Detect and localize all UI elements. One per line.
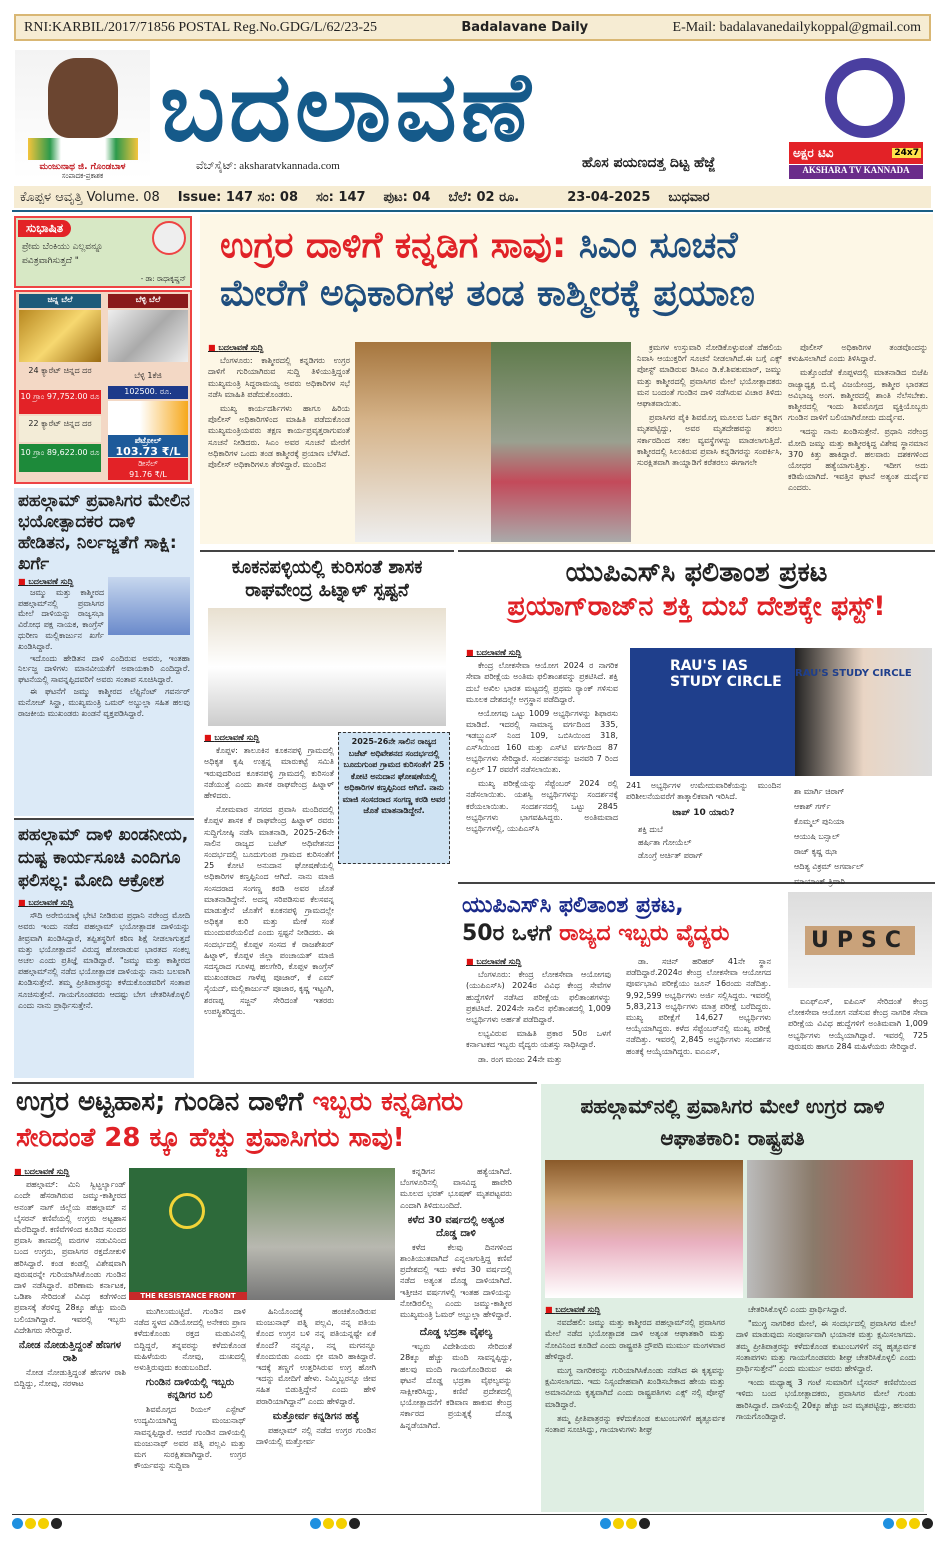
logo-english: AKSHARA TV KANNADA [789,165,923,179]
gold24-value: 10 ಗ್ರಾಂ 97,752.00 ರೂ [19,390,101,414]
diesel-price: ಡೀಸೆಲ್ 91.76 ₹/L [108,458,188,480]
lead-col-1: ■ ಬದಲಾವಣೆ ಸುದ್ದಿ ಬೆಂಗಳೂರು: ಕಾಶ್ಮೀರದಲ್ಲಿ ಕನ್ನಡಿಗರು ಉಗ್ರರ ದಾಳಿಗೆ ಗುರಿಯಾಗಿರುವ ಸುದ್ದಿ ತಿಳಿಯುತ್ತಿದ್ದಂತೆ ಮುಖ್ಯಮಂತ್ರಿ ಸಿದ್ದರಾಮಯ್ಯ ಅವರು ಅಧಿಕಾರಿಗಳ ಸಭೆ ನಡೆಸಿ ಮಾಹಿತಿ ಪಡೆದುಕೊಂಡರು. ಮುಖ್ಯ ಕಾರ್ಯದರ್ಶಿಗಳು ಹಾಗೂ ಹಿರಿಯ ಪೊಲೀಸ್ ಅಧಿಕಾರಿಗಳಿಂದ ಮಾಹಿತಿ ಪಡೆದುಕೊಂಡ ಮುಖ್ಯಮಂತ್ರಿಯವರು ತಕ್ಷಣ ಕಾರ್ಯಪ್ರವೃತ್ತರಾಗುವಂತೆ ಸೂಚನೆ ನೀಡಿದರು. ಸಿಎಂ ಅವರ ಸೂಚನೆ ಮೇರೆಗೆ ಅಧಿಕಾರಿಗಳ ಒಂದು ತಂಡ ಕಾಶ್ಮೀರಕ್ಕೆ ಪ್ರಯಾಣ ಬೆಳೆಸಿದೆ. ಪೊಲೀಸ್ ಅಧಿಕಾರಿಗಳೂ ತೆರಳಿದ್ದಾರೆ. ಮುಂದಿನ [208,342,350,540]
registration-dots [600,1518,650,1529]
top-info-bar [14,14,931,41]
price: ಬೆಲೆ: 02 ರೂ. [448,189,520,205]
chief-minister-photo [355,342,491,542]
issue: Issue: 147 ಸಂ: 08 [177,189,299,205]
kuri-headline: ಕೂಕನಪಳ್ಳಿಯಲ್ಲಿ ಕುರಿಸಂತೆ ಶಾಸಕ ರಾಘವೇಂದ್ರ ಹಿಟ್ನಾಳ್ ಸ್ಪಷ್ಟನೆ [231,557,423,601]
date: 23-04-2025 [567,189,651,205]
edition: ಕೊಪ್ಪಳ ಆವೃತ್ತಿ Volume. 08 [20,189,160,205]
resistance-front-logo: THE RESISTANCE FRONT [129,1168,247,1300]
modi-article [14,818,194,1078]
divider [12,210,933,212]
paper-name-english: Badalavane Daily [461,20,589,35]
attack-headline: ಉಗ್ರರ ಅಟ್ಟಹಾಸ; ಗುಂಡಿನ ದಾಳಿಗೆ ಇಬ್ಬರು ಕನ್ನಡಿಗರು ಸೇರಿದಂತೆ 28 ಕ್ಕೂ ಹೆಚ್ಚು ಪ್ರವಾಸಿಗರು ಸಾವು! [16,1087,464,1153]
kuri-sante-article [200,550,454,1080]
kharge-photo [108,577,190,635]
silver-value: 102500. ರೂ. [108,386,188,399]
silver-label: ಬೆಳ್ಳಿ 1ಕೆಜಿ [134,371,162,380]
upsc2-headline-1: ಯುಪಿಎಸ್‌ಸಿ ಫಲಿತಾಂಶ ಪ್ರಕಟ, [462,893,684,918]
top10-list-a: ಶಕ್ತಿ ದುಬೆ ಹರ್ಷಿತಾ ಗೋಯೆಲ್ ಡೊಂಗ್ರೆ ಅರ್ಚಿತ್ ಪರಾಗ್ [638,824,703,860]
subhashita-title: ಸುಭಾಷಿತ [18,220,71,237]
logo-circle-icon [825,58,905,138]
email: E-Mail: badalavanedailykoppal@gmail.com [672,19,921,35]
footer-rule [12,1514,927,1515]
editor-role: ಸಂಪಾದಕ-ಪ್ರಕಾಶಕ [61,172,104,180]
gold22-value: 10 ಗ್ರಾಂ 89,622.00 ರೂ [19,444,101,472]
price-box [14,290,192,484]
radhakrishnan-portrait [152,221,186,255]
press-meet-photo [208,608,446,726]
silver-price-title: ಬೆಳ್ಳಿ ಬೆಲೆ [108,294,188,308]
subhashita-author: - ಡಾ: ರಾಧಾಕೃಷ್ಣನ್ [140,275,186,283]
target-icon [169,1193,205,1229]
editor-name: ಮಂಜುನಾಥ ಜಿ. ಗೊಂಡಬಾಳ [39,162,126,172]
lead-story [200,214,933,544]
lead-headline: ಉಗ್ರರ ದಾಳಿಗೆ ಕನ್ನಡಿಗ ಸಾವು: ಸಿಎಂ ಸೂಚನೆ ಮೇರೆಗೆ ಅಧಿಕಾರಿಗಳ ತಂಡ ಕಾಶ್ಮೀರಕ್ಕೆ ಪ್ರಯಾಣ [220,225,755,314]
sam: ಸಂ: 147 [316,189,366,205]
shakti-dubey-photo-2: RAU'S STUDY CIRCLE [795,648,932,776]
kuri-highlight-box: 2025-26ನೇ ಸಾಲಿನ ರಾಜ್ಯದ ಬಜೆಟ್ ಅಧಿವೇಶನದ ಸಂದರ್ಭದಲ್ಲಿ ಬೂದುಗುಂಪ ಗ್ರಾಮದ ಕುರಿಸಂತೆಗೆ 25 ಕೋಟಿ ಅನುದಾನ ಘೋಷಣೆಯಲ್ಲಿ ಅಧಿಕಾರಿಗಳ ಕಣ್ತಪ್ಪಿನಿಂದ ಆಗಿದೆ. ನಾನು ಮಾಜಿ ಸಂಸದರಾದ ಸಂಗಣ್ಣ ಕರಡಿ ಅವರ ಜೊತೆ ಮಾತನಾಡಿದ್ದೇನೆ. [338,732,450,864]
gold22-label: 22 ಕ್ಯಾರೆಟ್ ಚಿನ್ನದ ದರ [19,416,101,442]
attack-col-3: ಹಿನಿಯೊಂದಕ್ಕೆ ಹಂಚಿಕೊಂಡಿರುವ ಮಂಜುನಾಥ್ ಪತ್ನಿ ಪಲ್ಲವಿ, ನನ್ನ ಪತಿಯ ಕೊಂದ ಉಗ್ರನ ಬಳಿ ನನ್ನ ಪತಿಯನ್ನಷ್ಟೇ ಏಕೆ ಕೊಂದೆ? ನನ್ನನ್ನೂ, ನನ್ನ ಮಗನನ್ನೂ ಕೊಂದುಬಿಡು ಎಂದು ಛೀ ಮಾರಿ ಹಾಕಿದ್ದಾರೆ. ಇದಕ್ಕೆ ತಣ್ಣಗೆ ಉತ್ತರಿಸಿರುವ ಉಗ್ರ ಹೋಗಿ ಇದನ್ನು ಮೋದಿಗೆ ಹೇಳು. ನಿಮ್ಮಿಬ್ಬರನ್ನೂ ಜೀವ ಸಹಿತ ಬಿಡುತ್ತಿದ್ದೇನೆ ಎಂದು ಹೇಳಿ ಪರಾರಿಯಾಗಿದ್ದಾನೆ" ಎಂದು ಹೇಳಿದ್ದಾರೆ. ಮತ್ತೋರ್ವ ಕನ್ನಡಿಗನ ಹತ್ಯೆ ಪಹಲ್ಗಾಮ್ ನಲ್ಲಿ ನಡೆದ ಉಗ್ರರ ಗುಂಡಿನ ದಾಳಿಯಲ್ಲಿ ಮತ್ತೋರ್ವ [256,1307,376,1447]
registration-dots [310,1518,360,1529]
kuri-body: ■ ಬದಲಾವಣೆ ಸುದ್ದಿ ಕೊಪ್ಪಳ: ತಾಲೂಕಿನ ಕೂಕನಪಳ್ಳಿ ಗ್ರಾಮದಲ್ಲಿ ಅಧಿಕೃತ ಕೃಷಿ ಉತ್ಪನ್ನ ಮಾರುಕಟ್ಟೆ ಸಮಿತಿ ಇರುವುದರಿಂದ ಕೂಕನಪಳ್ಳಿ ಗ್ರಾಮದಲ್ಲಿ ಕುರಿಸಂತೆ ನಡೆಯುತ್ತೆ ಎಂದು ಶಾಸಕ ರಾಘವೇಂದ್ರ ಹಿಟ್ನಾಳ್ ಹೇಳಿದರು. ಸೋಮವಾರ ನಗರದ ಪ್ರವಾಸಿ ಮಂದಿರದಲ್ಲಿ ಕೊಪ್ಪಳ ಶಾಸಕ ಕೆ ರಾಘವೇಂದ್ರ ಹಿಟ್ನಾಳ್ ರವರು ಸುದ್ದಿಗೋಷ್ಠಿ ನಡೆಸಿ ಮಾತನಾಡಿ, 2025-26ನೇ ಸಾಲಿನ ರಾಜ್ಯದ ಬಜೆಟ್ ಅಧಿವೇಶನದ ಸಂದರ್ಭದಲ್ಲಿ ಬೂದುಗುಂಪ ಗ್ರಾಮದ ಕುರಿಸಂತೆಗೆ 25 ಕೋಟಿ ಅನುದಾನ ಘೋಷಣೆಯಲ್ಲಿ ಅಧಿಕಾರಿಗಳ ಕಣ್ತಪ್ಪಿನಿಂದ ಆಗಿದೆ. ನಾನು ಮಾಜಿ ಸಂಸದರಾದ ಸಂಗಣ್ಣ ಕರಡಿ ಅವರ ಜೊತೆ ಮಾತನಾಡಿದ್ದೇನೆ. ಅದನ್ನ ಸರಿಪಡಿಸುವ ಕೆಲಸವನ್ನ ಮಾಡುತ್ತೇನೆ ಜೊತೆಗೆ ಕೂಕನಪಳ್ಳಿ ಗ್ರಾಮದಲ್ಲೇ ಅಧಿಕೃತ ಕುರಿ ಮತ್ತು ಮೇಕೆ ಸಂತೆ ಮುಂದುವರೆಯಲಿದೆ ಎಂದು ಸ್ಪಷ್ಟನೆ ನೀಡಿದರು. ಈ ಸಂದರ್ಭದಲ್ಲಿ ಕೊಪ್ಪಳ ಸಂಸದ ಕೆ ರಾಜಶೇಖರ್ ಹಿಟ್ನಾಳ್, ಕೊಪ್ಪಳ ಜಿಲ್ಲಾ ಪಂಚಾಯತ್ ಮಾಜಿ ಸದಸ್ಯರಾದ ಗೂಳಪ್ಪ ಹಲಗೇರಿ, ಕೊಪ್ಪಳ ಕಾಂಗ್ರೆಸ್ ಮುಖಂಡರಾದ ಗಾಳೆಪ್ಪ ಪೂಜಾರ್, ಕೆ ಎಮ್ ಸೈಯದ್, ಮಲ್ಲಿಕಾರ್ಜುನ್ ಪೂಜಾರ, ಕೃಷ್ಣ ಇಟ್ಟಂಗಿ, ಶರಣಪ್ಪ ಸಜ್ಜನ್ ಸೇರಿದಂತೆ ಇತರರು ಉಪಸ್ಥಿತರಿದ್ದರು. [204,732,334,1062]
logo-badge: 24x7 [894,148,919,158]
modi-body: ■ ಬದಲಾವಣೆ ಸುದ್ದಿ ಸೌದಿ ಅರೇಬಿಯಾಕ್ಕೆ ಭೇಟಿ ನೀಡಿರುವ ಪ್ರಧಾನಿ ನರೇಂದ್ರ ಮೋದಿ ಅವರು ಇಂದು ನಡೆದ ಪಹಲ್ಗಾಮ್ ಭಯೋತ್ಪಾದಕ ದಾಳಿಯನ್ನು ತೀವ್ರವಾಗಿ ಖಂಡಿಸಿದ್ದಾರೆ, ತಪ್ಪಿತಸ್ಥರಿಗೆ ಕಠಿಣ ಶಿಕ್ಷೆ ನೀಡಲಾಗುತ್ತದೆ ಮತ್ತು ಭಯೋತ್ಪಾದನೆ ವಿರುದ್ಧ ಹೋರಾಡುವ ಭಾರತದ ಸಂಕಲ್ಪ ಅಚಲ ಎಂದು ಪ್ರತಿಜ್ಞೆ ಮಾಡಿದ್ದಾರೆ. "ಜಮ್ಮು ಮತ್ತು ಕಾಶ್ಮೀರದ ಪಹಲ್ಗಾಮ್‌ನಲ್ಲಿ ನಡೆದ ಭಯೋತ್ಪಾದಕ ದಾಳಿಯನ್ನು ನಾನು ಬಲವಾಗಿ ಖಂಡಿಸುತ್ತೇನೆ. ತಮ್ಮ ಪ್ರೀತಿಪಾತ್ರರನ್ನು ಕಳೆದುಕೊಂಡವರಿಗೆ ಸಂತಾಪ ಸೂಚಿಸುತ್ತೇನೆ. ಗಾಯಗೊಂಡವರು ಆದಷ್ಟು ಬೇಗ ಚೇತರಿಸಿಕೊಳ್ಳಲಿ ಎಂದು ನಾನು ಪ್ರಾರ್ಥಿಸುತ್ತೇನೆ. [18,897,190,1053]
issue-info-bar [14,186,931,208]
editor-face [48,58,118,138]
gold-price-title: ಚಿನ್ನ ಬೆಲೆ [19,294,101,308]
registration-number: RNI:KARBIL/2017/71856 POSTAL Reg.No.GDG/L/62/23-25 [24,19,378,35]
registration-dots [883,1518,933,1529]
silver-bars-image [108,310,188,362]
pages: ಪುಟ: 04 [383,189,431,205]
kharge-body: ■ ಬದಲಾವಣೆ ಸುದ್ದಿ ಜಮ್ಮು ಮತ್ತು ಕಾಶ್ಮೀರದ ಪಹಲ್ಗಾಮ್‌ನಲ್ಲಿ ಪ್ರವಾಸಿಗರ ಮೇಲೆ ದಾಳಿಯನ್ನು ರಾಜ್ಯಸಭಾ ವಿರೋಧ ಪಕ್ಷ ನಾಯಕ, ಕಾಂಗ್ರೆಸ್ ಧುರೀಣ ಮಲ್ಲಿಕಾರ್ಜುನ ಖರ್ಗೆ ಖಂಡಿಸಿದ್ದಾರೆ. ಇದೊಂದು ಹೇಡಿತನ ದಾಳಿ ಎಂದಿರುವ ಅವರು, ಇಂತಹಾ ನಿರ್ಲಜ್ಜ ದಾಳಿಗಳು ಮಾನವೀಯತೆಗೆ ಅಪಾಯಕಾರಿ ಎಂದಿದ್ದಾರೆ. ಘಟನೆಯಲ್ಲಿ ಸಾವನ್ನಪ್ಪಿದವರಿಗೆ ಅವರು ಸಂತಾಪ ಸೂಚಿಸಿದ್ದಾರೆ. ಈ ಘಟನೆಗೆ ಜಮ್ಮು ಕಾಶ್ಮೀರದ ಲೆಫ್ಟಿನೆಂಟ್ ಗವರ್ನರ್ ಮನೋಜ್ ಸಿನ್ಹಾ, ಮುಖ್ಯಮಂತ್ರಿ ಒಮರ್ ಅಬ್ದುಲ್ಲಾ ಸಹಿತ ಹಲವು ರಾಜಕೀಯ ಮುಖಂಡರು ಖಂಡನೆ ವ್ಯಕ್ತಪಡಿಸಿದ್ದಾರೆ. [18,577,190,719]
upsc2-col-1: ■ ಬದಲಾವಣೆ ಸುದ್ದಿ ಬೆಂಗಳೂರು: ಕೇಂದ್ರ ಲೋಕಸೇವಾ ಆಯೋಗವು (ಯುಪಿಎಸ್‌ಸಿ) 2024ರ ವಿವಿಧ ಕೇಂದ್ರ ಸೇವೆಗಳ ಹುದ್ದೆಗಳಿಗೆ ನಡೆಸಿದ ಪರೀಕ್ಷೆಯ ಫಲಿತಾಂಶಗಳನ್ನು ಪ್ರಕಟಿಸಿದೆ. 2024ನೇ ಸಾಲಿನ ಫಲಿತಾಂಶದಲ್ಲಿ 1,009 ಅಭ್ಯರ್ಥಿಗಳು ಅರ್ಹತೆ ಪಡೆದಿದ್ದಾರೆ. ಲಭ್ಯವಿರುವ ಮಾಹಿತಿ ಪ್ರಕಾರ 50ರ ಒಳಗೆ ಕರ್ನಾಟಕದ ಇಬ್ಬರು ವೈದ್ಯರು ಯಶಸ್ಸು ಸಾಧಿಸಿದ್ದಾರೆ. ಡಾ. ರಂಗ ಮಂಜು 24ನೇ ಮತ್ತು [466,956,611,1076]
shakti-dubey-photo-1: RAU'S IAS STUDY CIRCLE [630,648,795,776]
president-article [541,1084,924,1512]
day: ಬುಧವಾರ [668,189,710,205]
gold-bars-image [19,310,101,362]
gold24-label: 24 ಕ್ಯಾರೆಟ್ ಚಿನ್ನದ ದರ [28,366,92,375]
kharge-article [14,488,194,816]
editor-shawl [28,138,138,160]
akshara-tv-logo [785,52,927,180]
upsc2-col-2: ಡಾ. ಸಚಿನ್ ಹರಿಹರ್ 41ನೇ ಸ್ಥಾನ ಪಡೆದಿದ್ದಾರೆ.2024ರ ಕೇಂದ್ರ ಲೋಕಸೇವಾ ಆಯೋಗದ ಪೂರ್ವಭಾವಿ ಪರೀಕ್ಷೆಯು ಜೂನ್ 16ರಂದು ನಡೆದಿತ್ತು. 9,92,599 ಅಭ್ಯರ್ಥಿಗಳು ಅರ್ಜಿ ಸಲ್ಲಿಸಿದ್ದರು. ಇವರಲ್ಲಿ 5,83,213 ಅಭ್ಯರ್ಥಿಗಳು ಮಾತ್ರ ಪರೀಕ್ಷೆ ಬರೆದಿದ್ದರು. ಮುಖ್ಯ ಪರೀಕ್ಷೆಗೆ 14,627 ಅಭ್ಯರ್ಥಿಗಳು ಆಯ್ಕೆಯಾಗಿದ್ದರು. ಕಳೆದ ಸೆಪ್ಟೆಂಬರ್‌ನಲ್ಲಿ ಮುಖ್ಯ ಪರೀಕ್ಷೆ ನಡೆದಿತ್ತು. ಇವರಲ್ಲಿ 2,845 ಅಭ್ಯರ್ಥಿಗಳು ಸಂದರ್ಶನ ಹಂತಕ್ಕೆ ಆಯ್ಕೆಯಾಗಿದ್ದರು. ಐಎಎಸ್, [626,957,771,1056]
upsc-topper-article [458,550,935,884]
upsc2-headline-2: 50ರ ಒಳಗೆ ರಾಜ್ಯದ ಇಬ್ಬರು ವೈದ್ಯರು [462,921,730,946]
army-checkpoint-photo [247,1168,395,1300]
upsc-karnataka-article [458,888,935,1080]
tagline: ಹೊಸ ಪಯಣದತ್ತ ದಿಟ್ಟ ಹೆಜ್ಜೆ [582,155,716,171]
president-murmu-photo [545,1160,743,1298]
president-headline: ಪಹಲ್ಗಾಮ್‌ನಲ್ಲಿ ಪ್ರವಾಸಿಗರ ಮೇಲೆ ಉಗ್ರರ ದಾಳಿ ಆಘಾತಕಾರಿ: ರಾಷ್ಟ್ರಪತಿ [580,1094,885,1150]
victims-photo [747,1160,913,1298]
upsc-body: ■ ಬದಲಾವಣೆ ಸುದ್ದಿ ಕೇಂದ್ರ ಲೋಕಸೇವಾ ಆಯೋಗ 2024 ರ ನಾಗರಿಕ ಸೇವಾ ಪರೀಕ್ಷೆಯ ಅಂತಿಮ ಫಲಿತಾಂಶವನ್ನು ಪ್ರಕಟಿಸಿದೆ. ಶಕ್ತಿ ದುಬೆ ಅಖಿಲ ಭಾರತ ಮಟ್ಟದಲ್ಲಿ ಪ್ರಥಮ ರ‍್ಯಾಂಕ್ ಗಳಿಸುವ ಮೂಲಕ ದೇಶದಲ್ಲೇ ಅಗ್ರಸ್ಥಾನ ಪಡೆದಿದ್ದಾರೆ. ಆಯೋಗವು ಒಟ್ಟು 1009 ಅಭ್ಯರ್ಥಿಗಳನ್ನು ಶಿಫಾರಸು ಮಾಡಿದೆ. ಇದರಲ್ಲಿ ಸಾಮಾನ್ಯ ವರ್ಗದಿಂದ 335, ಇಡಬ್ಲ್ಯುಎಸ್ ನಿಂದ 109, ಒಬಿಸಿಯಿಂದ 318, ಎಸ್‌ಸಿಯಿಂದ 160 ಮತ್ತು ಎಸ್‌ಟಿ ವರ್ಗದಿಂದ 87 ಅಭ್ಯರ್ಥಿಗಳು ಸೇರಿದ್ದಾರೆ. ಸಂದರ್ಶನವನ್ನು ಜನವರಿ 7 ರಿಂದ ಏಪ್ರಿಲ್ 17 ರವರೆಗೆ ನಡೆಸಲಾಯಿತು. ಮುಖ್ಯ ಪರೀಕ್ಷೆಯನ್ನು ಸೆಪ್ಟೆಂಬರ್ 2024 ರಲ್ಲಿ ನಡೆಸಲಾಯಿತು. ಯಶಸ್ವಿ ಅಭ್ಯರ್ಥಿಗಳನ್ನು ಸಂದರ್ಶನಕ್ಕೆ ಕರೆಯಲಾಯಿತು. ಸಂದರ್ಶನದಲ್ಲಿ ಒಟ್ಟು 2845 ಅಭ್ಯರ್ಥಿಗಳು ಭಾಗವಹಿಸಿದ್ದರು. ಅಂತಿಮವಾದ ಅಭ್ಯರ್ಥಿಗಳಲ್ಲಿ, ಯುಪಿಎಸ್‌ಸಿ [466,647,618,882]
top10-title: ಟಾಪ್ 10 ಯಾರು? [672,808,735,819]
upsc-headline-2: ಪ್ರಯಾಗ್‌ರಾಜ್‌ನ ಶಕ್ತಿ ದುಬೆ ದೇಶಕ್ಕೇ ಫಸ್ಟ್! [507,591,886,622]
attack-col-2: ಮುಗಿಲುಮುಟ್ಟಿದೆ. ಗುಂಡಿನ ದಾಳಿ ನಡೆದ ಸ್ಥಳದ ವಿಡಿಯೋದಲ್ಲಿ ಅನೇಕರು ಪ್ರಾಣ ಕಳೆದುಕೊಂಡು ರಕ್ತದ ಮಡುವಿನಲ್ಲಿ ಬಿದ್ದಿದ್ದರೆ, ತನ್ನವರನ್ನು ಕಳೆದುಕೊಂಡ ಮಹಿಳೆಯರು ನೋವು, ದುಃಖದಲ್ಲಿ ಅಳುತ್ತಿರುವುದು ಕಂಡುಬಂದಿದೆ. ಗುಂಡಿನ ದಾಳಿಯಲ್ಲಿ ಇಬ್ಬರು ಕನ್ನಡಿಗರ ಬಲಿ ಶಿವಮೊಗ್ಗದ ರಿಯಲ್ ಎಸ್ಟೇಟ್ ಉದ್ಯಮಿಯಾಗಿದ್ದ ಮಂಜುನಾಥ್ ಸಾವನ್ನಪ್ಪಿದ್ದಾರೆ. ಆದರೆ ಗುಂಡಿನ ದಾಳಿಯಲ್ಲಿ ಮಂಜುನಾಥ್ ಅವರ ಪತ್ನಿ ಪಲ್ಲವಿ ಮತ್ತು ಮಗ ಸುರಕ್ಷಿತವಾಗಿದ್ದಾರೆ. ಉಗ್ರರ ಕೌರ್ಯವನ್ನು ಸುದ್ದಿವಾ [134,1307,246,1471]
attack-col-4: ಕನ್ನಡಿಗನ ಹತ್ಯೆಯಾಗಿದೆ. ಬೆಂಗಳೂರಿನಲ್ಲಿ ವಾಸವಿದ್ದ ಹಾವೇರಿ ಮೂಲದ ಭರತ್ ಭೂಷಣ್ ಮೃತಪಟ್ಟವರು ಎಂದಾಗಿ ತಿಳಿದುಬಂದಿದೆ. ಕಳೆದ 30 ವರ್ಷದಲ್ಲಿ ಅತ್ಯಂತ ದೊಡ್ಡ ದಾಳಿ ಕಳೆದ ಕೆಲವು ದಿನಗಳಿಂದ ಶಾಂತಿಯುತವಾಗಿದೆ ಎನ್ನಲಾಗುತ್ತಿದ್ದ ಕಣಿವೆ ಪ್ರದೇಶದಲ್ಲಿ ಇದು ಕಳೆದ 30 ವರ್ಷದಲ್ಲಿ ನಡೆದ ಅತ್ಯಂತ ದೊಡ್ಡ ದಾಳಿಯಾಗಿದೆ. ಇತ್ತೀಚಿನ ವರ್ಷಗಳಲ್ಲಿ ಇಂತಹ ದಾಳಿಯನ್ನು ನೋಡಿರಲಿಲ್ಲ ಎಂದು ಜಮ್ಮು-ಕಾಶ್ಮೀರ ಮುಖ್ಯಮಂತ್ರಿ ಓಮರ್ ಅಬ್ದುಲ್ಲಾ ಹೇಳಿದ್ದಾರೆ. ದೊಡ್ಡ ಭದ್ರತಾ ವೈಫಲ್ಯ ಇಬ್ಬರು ವಿದೇಶಿಯರು ಸೇರಿದಂತೆ 28ಕ್ಕೂ ಹೆಚ್ಚು ಮಂದಿ ಸಾವನ್ನಪ್ಪಿದ್ದು, ಹಲವು ಮಂದಿ ಗಾಯಗೊಂಡಿರುವ ಈ ಘಟನೆ ದೊಡ್ಡ ಭದ್ರತಾ ವೈಫಲ್ಯವನ್ನು ಸಾಕ್ಷೀಕರಿಸಿದ್ದು, ಕಣಿವೆ ಪ್ರದೇಶದಲ್ಲಿ ಭಯೋತ್ಪಾದನೆಗೆ ಕಡಿವಾಣ ಹಾಕುವ ಕೇಂದ್ರ ಸರ್ಕಾರದ ಪ್ರಯತ್ನಕ್ಕೆ ದೊಡ್ಡ ಹಿನ್ನಡೆಯಾಗಿದೆ. [400,1167,512,1430]
lead-col-3: ಪೊಲೀಸ್ ಅಧಿಕಾರಿಗಳ ತಂಡವೊಂದನ್ನು ಕಳುಹಿಸಲಾಗಿದೆ ಎಂದು ತಿಳಿಸಿದ್ದಾರೆ. ಮತ್ತೊಂದೆಡೆ ಕೊಪ್ಪಳದಲ್ಲಿ ಮಾತನಾಡಿದ ಬಿಜೆಪಿ ರಾಜ್ಯಾಧ್ಯಕ್ಷ ಬಿ.ವೈ ವಿಜಯೇಂದ್ರ, ಕಾಶ್ಮೀರ ಭಾರತದ ಅವಿಭಾಜ್ಯ ಅಂಗ. ಕಾಶ್ಮೀರದಲ್ಲಿ ಶಾಂತಿ ನೆಲೆಸಬೇಕು. ಕಾಶ್ಮೀರದಲ್ಲಿ ಇಂದು ಶಿವಮೊಗ್ಗದ ವ್ಯಕ್ತಿಯೊಬ್ಬರು ಗುಂಡಿನ ದಾಳಿಗೆ ಬಲಿಯಾಗಿರೋದು ದುರ್ದೈವ. ಇದನ್ನು ನಾನು ಖಂಡಿಸುತ್ತೇನೆ. ಪ್ರಧಾನಿ ನರೇಂದ್ರ ಮೋದಿ ಜಮ್ಮು ಮತ್ತು ಕಾಶ್ಮೀರಕ್ಕಿದ್ದ ವಿಶೇಷ ಸ್ಥಾನಮಾನ 370 ಕಿತ್ತು ಹಾಕಿದ್ದಾರೆ. ಹಲವಾರು ದಶಕಗಳಿಂದ ಯೋಧರ ಹತ್ಯೆಯಾಗುತ್ತಿತ್ತು. ಇದೀಗ ಅದು ಕಡಿಮೆಯಾಗಿದೆ. ಇವತ್ತಿನ ಘಟನೆ ಅತ್ಯಂತ ದುರ್ದೈವ ಎಂದರು. [788,343,928,493]
modi-headline: ಪಹಲ್ಗಾಮ್ ದಾಳಿ ಖಂಡನೀಯ, ದುಷ್ಟ ಕಾರ್ಯಸೂಚಿ ಎಂದಿಗೂ ಫಲಿಸಲ್ಲ: ಮೋದಿ ಆಕ್ರೋಶ [18,825,189,891]
pahalgam-attack-article [12,1082,537,1514]
logo-label-bar [789,142,923,164]
kharge-headline: ಪಹಲ್ಗಾಮ್ ಪ್ರವಾಸಿಗರ ಮೇಲಿನ ಭಯೋತ್ಪಾದಕರ ದಾಳಿ ಹೇಡಿತನ, ನಿರ್ಲಜ್ಜತೆಗೆ ಸಾಕ್ಷಿ: ಖರ್ಗೆ [18,491,190,574]
logo-label: ಅಕ್ಷರ ಟಿವಿ [793,145,834,160]
top10-list-b: ಶಾ ಮಾರ್ಗಿ ಚಿರಾಗ್ ಆಕಾಶ್ ಗರ್ಗ್ ಕೊಮ್ಮಲ್ ಪುನಿಯಾ ಆಯುಷಿ ಬನ್ಸಾಲ್ ರಾಜ್ ಕೃಷ್ಣ ಝಾ ಆದಿತ್ಯ ವಿಕ್ರಮ್ ಅಗರ್ವಾಲ್ ಮಾಯಾಂಕ್ ತ್ರಿಪಾಠಿ [794,787,864,886]
president-col-1: ■ ಬದಲಾವಣೆ ಸುದ್ದಿ ನವದೆಹಲಿ: ಜಮ್ಮು ಮತ್ತು ಕಾಶ್ಮೀರದ ಪಹಲ್ಗಾಮ್‌ನಲ್ಲಿ ಪ್ರವಾಸಿಗರ ಮೇಲೆ ನಡೆದ ಭಯೋತ್ಪಾದಕ ದಾಳಿ ಅತ್ಯಂತ ಆಘಾತಕಾರಿ ಮತ್ತು ನೋವಿನಿಂದ ಕೂಡಿದೆ ಎಂದು ರಾಷ್ಟ್ರಪತಿ ದ್ರೌಪದಿ ಮುರ್ಮು ಮಂಗಳವಾರ ಹೇಳಿದ್ದಾರೆ. ಮುಗ್ಧ ನಾಗರಿಕರನ್ನು ಗುರಿಯಾಗಿಸಿಕೊಂಡು ನಡೆಸಿದ ಈ ಕೃತ್ಯವನ್ನು ಕ್ಷಮಿಸಲಾಗದು. ಇದು ನಿಸ್ಸಂದೇಹವಾಗಿ ಖಂಡಿಸಬೇಕಾದ ಹೇಯ ಮತ್ತು ಅಮಾನವೀಯ ಕೃತ್ಯವಾಗಿದೆ ಎಂದು ರಾಷ್ಟ್ರಪತಿಗಳು ಎಕ್ಸ್ ನಲ್ಲಿ ಪೋಸ್ಟ್ ಮಾಡಿದ್ದಾರೆ. ತಮ್ಮ ಪ್ರೀತಿಪಾತ್ರರನ್ನು ಕಳೆದುಕೊಂಡ ಕುಟುಂಬಗಳಿಗೆ ಹೃತ್ಪೂರ್ವಕ ಸಂತಾಪ ಸೂಚಿಸಿದ್ದು, ಗಾಯಾಳುಗಳು ಶೀಘ್ರ [545,1304,725,1504]
upsc-blocks-photo: UPSC [788,892,932,988]
fuel-pump-icon [108,401,188,435]
upsc2-col-3: ಐಎಫ್‌ಎಸ್, ಐಪಿಎಸ್ ಸೇರಿದಂತೆ ಕೇಂದ್ರ ಲೋಕಸೇವಾ ಆಯೋಗ ನಡೆಸುವ ಕೇಂದ್ರ ನಾಗರಿಕ ಸೇವಾ ಪರೀಕ್ಷೆಯ ವಿವಿಧ ಹುದ್ದೆಗಳಿಗೆ ಅಂತಿಮವಾಗಿ 1,009 ಅಭ್ಯರ್ಥಿಗಳು ಆಯ್ಕೆಯಾಗಿದ್ದಾರೆ. ಇವರಲ್ಲಿ 725 ಪುರುಷರು ಹಾಗೂ 284 ಮಹಿಳೆಯರು ಸೇರಿದ್ದಾರೆ. [788,997,928,1051]
editor-photo [15,50,150,180]
website: ವೆಬ್‌ಸೈಟ್: aksharatvkannada.com [196,160,340,172]
president-col-2: ಚೇತರಿಸಿಕೊಳ್ಳಲಿ ಎಂದು ಪ್ರಾರ್ಥಿಸಿದ್ದಾರೆ. "ಮುಗ್ಧ ನಾಗರಿಕರ ಮೇಲೆ, ಈ ಸಂದರ್ಭದಲ್ಲಿ ಪ್ರವಾಸಿಗರ ಮೇಲೆ ದಾಳಿ ಮಾಡುವುದು ಸಂಪೂರ್ಣವಾಗಿ ಭಯಾನಕ ಮತ್ತು ಕ್ಷಮಿಸಲಾಗದು. ತಮ್ಮ ಪ್ರೀತಿಪಾತ್ರರನ್ನು ಕಳೆದುಕೊಂಡ ಕುಟುಂಬಗಳಿಗೆ ನನ್ನ ಹೃತ್ಪೂರ್ವಕ ಸಂತಾಪಗಳು ಮತ್ತು ಗಾಯಗೊಂಡವರು ಶೀಘ್ರ ಚೇತರಿಸಿಕೊಳ್ಳಲಿ ಎಂದು ಪ್ರಾರ್ಥಿಸುತ್ತೇನೆ" ಎಂದು ಮುರ್ಮು ಅವರು ಹೇಳಿದ್ದಾರೆ. ಇಂದು ಮಧ್ಯಾಹ್ನ 3 ಗಂಟೆ ಸುಮಾರಿಗೆ ಬೈಸರನ್ ಕಣಿವೆಯಿಂದ ಇಳಿದು ಬಂದ ಭಯೋತ್ಪಾದಕರು, ಪ್ರವಾಸಿಗರ ಮೇಲೆ ಗುಂಡು ಹಾರಿಸಿದ್ದಾರೆ. ದಾಳಿಯಲ್ಲಿ 20ಕ್ಕೂ ಹೆಚ್ಚು ಜನ ಮೃತಪಟ್ಟಿದ್ದು, ಹಲವರು ಗಾಯಗೊಂಡಿದ್ದಾರೆ. [736,1305,916,1421]
lead-col-2: ಕ್ರಮಗಳ ಉಸ್ತುವಾರಿ ನೋಡಿಕೊಳ್ಳುವಂತೆ ದೆಹಲಿಯ ನಿವಾಸಿ ಆಯುಕ್ತರಿಗೆ ಸೂಚನೆ ನೀಡಲಾಗಿದೆ.ಈ ಬಗ್ಗೆ ಎಕ್ಸ್ ಪೋಸ್ಟ್ ಮಾಡಿರುವ ಡಿಸಿಎಂ ಡಿ.ಕೆ.ಶಿವಕುಮಾರ್, ಜಮ್ಮು ಮತ್ತು ಕಾಶ್ಮೀರದಲ್ಲಿ ಪ್ರವಾಸಿಗರ ಮೇಲೆ ಭಯೋತ್ಪಾದಕರು ಮನ ಬಂದಂತೆ ಗುಂಡಿನ ದಾಳಿ ನಡೆಸಿರುವ ವಿಚಾರ ತಿಳಿದು ಆಘಾತವಾಯಿತು. ಪ್ರವಾಸಿಗರ ಪೈಕಿ ಶಿವಮೊಗ್ಗ ಮೂಲದ ಓರ್ವ ಕನ್ನಡಿಗ ಮೃತಪಟ್ಟಿದ್ದು, ಅವರ ಮೃತದೇಹವನ್ನು ತರಲು ಸರ್ಕಾರದಿಂದ ಸಕಲ ವ್ಯವಸ್ಥೆಗಳನ್ನು ಮಾಡಲಾಗುತ್ತಿದೆ. ಕಾಶ್ಮೀರದಲ್ಲಿ ಸಿಲುಕಿರುವ ಪ್ರವಾಸಿ ಕನ್ನಡಿಗರನ್ನು ಸಂಪರ್ಕಿಸಿ, ಸುರಕ್ಷಿತವಾಗಿ ತಾಯ್ನಾಡಿಗೆ ಕರೆತರಲು ಈಗಾಗಲೇ [637,343,782,468]
upsc-headline-1: ಯುಪಿಎಸ್‌ಸಿ ಫಲಿತಾಂಶ ಪ್ರಕಟ [565,557,828,588]
petrol-price: ಪೆಟ್ರೋಲ್ 103.73 ₹/L [108,435,188,457]
attack-col-1: ■ ಬದಲಾವಣೆ ಸುದ್ದಿ ಪಹಲ್ಗಾಮ್: ಮಿನಿ ಸ್ವಿಟ್ಜರ್ಲ್ಯಾಂಡ್ ಎಂದೇ ಹೆಸರಾಗಿರುವ ಜಮ್ಮು-ಕಾಶ್ಮೀರದ ಅನಂತ್ ನಾಗ್ ಜಿಲ್ಲೆಯ ಪಹಲ್ಗಾಮ್ ನ ಬೈಸರನ್ ಕಣಿವೆಯಲ್ಲಿ ಉಗ್ರರು ಅಟ್ಟಹಾಸ ಮೆರೆದಿದ್ದಾರೆ. ಕಣಿವೆಗಳಿಂದ ಕೂಡಿದ ಸುಂದರ ಪ್ರವಾಸಿ ತಾಣದಲ್ಲಿ ಮರಗಳ ನಡುವಿನಿಂದ ಬಂದ ಉಗ್ರರು, ಪ್ರವಾಸಿಗರ ರಕ್ತದೋಕುಳಿ ಹರಿಸಿದ್ದಾರೆ. ಕಂಡ ಕಂಡಲ್ಲಿ ವಿಶೇಷವಾಗಿ ಪುರುಷರನ್ನೇ ಗುರಿಯಾಗಿಸಿಕೊಂಡು ಗುಂಡಿನ ದಾಳಿ ನಡೆಸಿದ್ದಾರೆ. ಪರಿಣಾಮ ಕರ್ನಾಟಕ, ಒಡಿಶಾ ಸೇರಿದಂತೆ ವಿವಿಧ ಕಡೆಗಳಿಂದ ಪ್ರವಾಸಕ್ಕೆ ತೆರಳಿದ್ದ 28ಕ್ಕೂ ಹೆಚ್ಚು ಮಂದಿ ಬಲಿಯಾಗಿದ್ದಾರೆ. ಇವರಲ್ಲಿ ಇಬ್ಬರು ವಿದೇಶಿಗರು ಸೇರಿದ್ದಾರೆ. ನೋಡ ನೋಡುತ್ತಿದ್ದಂತೆ ಹೆಣಗಳ ರಾಶಿ ನೋಡ ನೋಡುತ್ತಿದ್ದಂತೆ ಹೆಣಗಳ ರಾಶಿ ಬಿದ್ದಿದ್ದು, ನೋವು, ನರಳಾಟ [14,1166,126,1511]
subhashita-quote: ಪ್ರೇಮ ಬೆಂಕಿಯು ಎಲ್ಲವನ್ನೂ ಪವಿತ್ರವಾಗಿಸುತ್ತದೆ " [22,242,104,266]
security-forces-photo [491,342,631,542]
masthead-title: ಬದಲಾವಣೆ [160,52,535,162]
subhashita-box [14,216,192,288]
registration-dots [12,1518,62,1529]
upsc-caption: 241 ಅಭ್ಯರ್ಥಿಗಳ ಉಮೇದುವಾರಿಕೆಯನ್ನು ಮುಂದಿನ ಪರಿಶೀಲನೆಯವರೆಗೆ ತಾತ್ಕಾಲಿಕವಾಗಿ ಇರಿಸಿದೆ. ಟಾಪ್ 10 ಯಾರು? ಶಕ್ತಿ ದುಬೆ ಹರ್ಷಿತಾ ಗೋಯೆಲ್ ಡೊಂಗ್ರೆ ಅರ್ಚಿತ್ ಪರಾಗ್ [626,781,781,860]
